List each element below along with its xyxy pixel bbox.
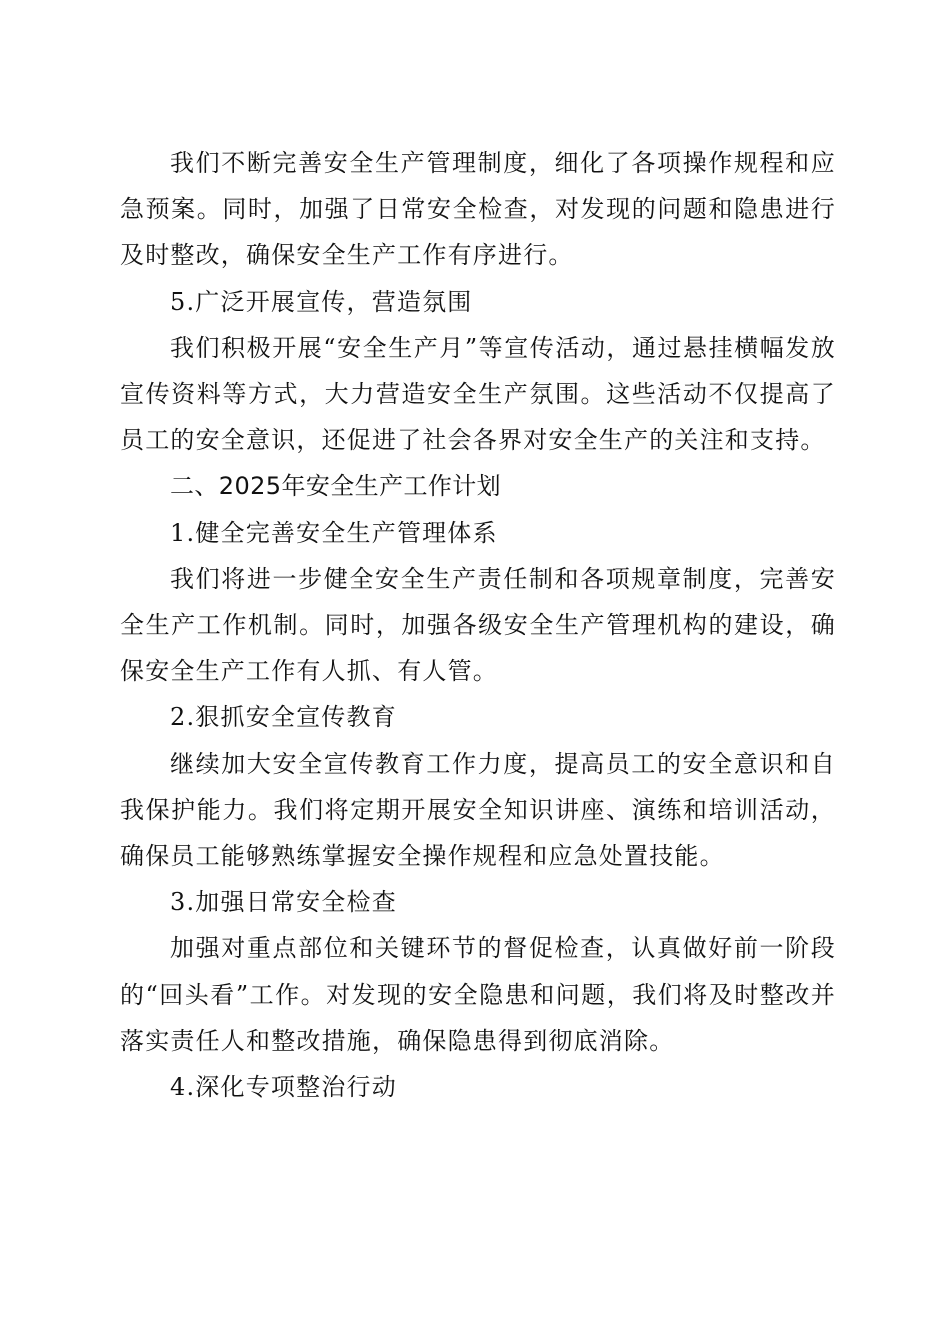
paragraph-management-system: 我们将进一步健全安全生产责任制和各项规章制度，完善安全生产工作机制。同时，加强各级安全生产管理机构的建设，确保安全生产工作有人抓、有人管。 [120, 564, 836, 686]
paragraph-safety-management-improvement: 我们不断完善安全生产管理制度，细化了各项操作规程和应急预案。同时，加强了日常安全检查，对发现的问题和隐患进行及时整改，确保安全生产工作有序进行。 [120, 149, 836, 270]
subheading-daily-inspection: 3.加强日常安全检查 [170, 888, 397, 917]
paragraph-education: 继续加大安全宣传教育工作力度，提高员工的安全意识和自我保护能力。我们将定期开展安全知识讲座、演练和培训活动，确保员工能够熟练掌握安全操作规程和应急处置技能。 [120, 749, 836, 871]
subheading-management-system: 1.健全完善安全生产管理体系 [170, 518, 498, 547]
section-heading-2025-plan: 二、2025年安全生产工作计划 [170, 472, 502, 501]
paragraph-daily-inspection: 加强对重点部位和关键环节的督促检查，认真做好前一阶段的“回头看”工作。对发现的安全隐患和问题，我们将及时整改并落实责任人和整改措施，确保隐患得到彻底消除。 [120, 934, 836, 1055]
paragraph-publicity-activities: 我们积极开展“安全生产月”等宣传活动，通过悬挂横幅发放宣传资料等方式，大力营造安全生产氛围。这些活动不仅提高了员工的安全意识，还促进了社会各界对安全生产的关注和支持。 [120, 333, 836, 455]
subheading-education: 2.狠抓安全宣传教育 [170, 703, 397, 732]
subheading-publicity: 5.广泛开展宣传，营造氛围 [170, 287, 473, 316]
document-body [120, 140, 836, 1110]
subheading-special-rectification: 4.深化专项整治行动 [170, 1073, 397, 1102]
